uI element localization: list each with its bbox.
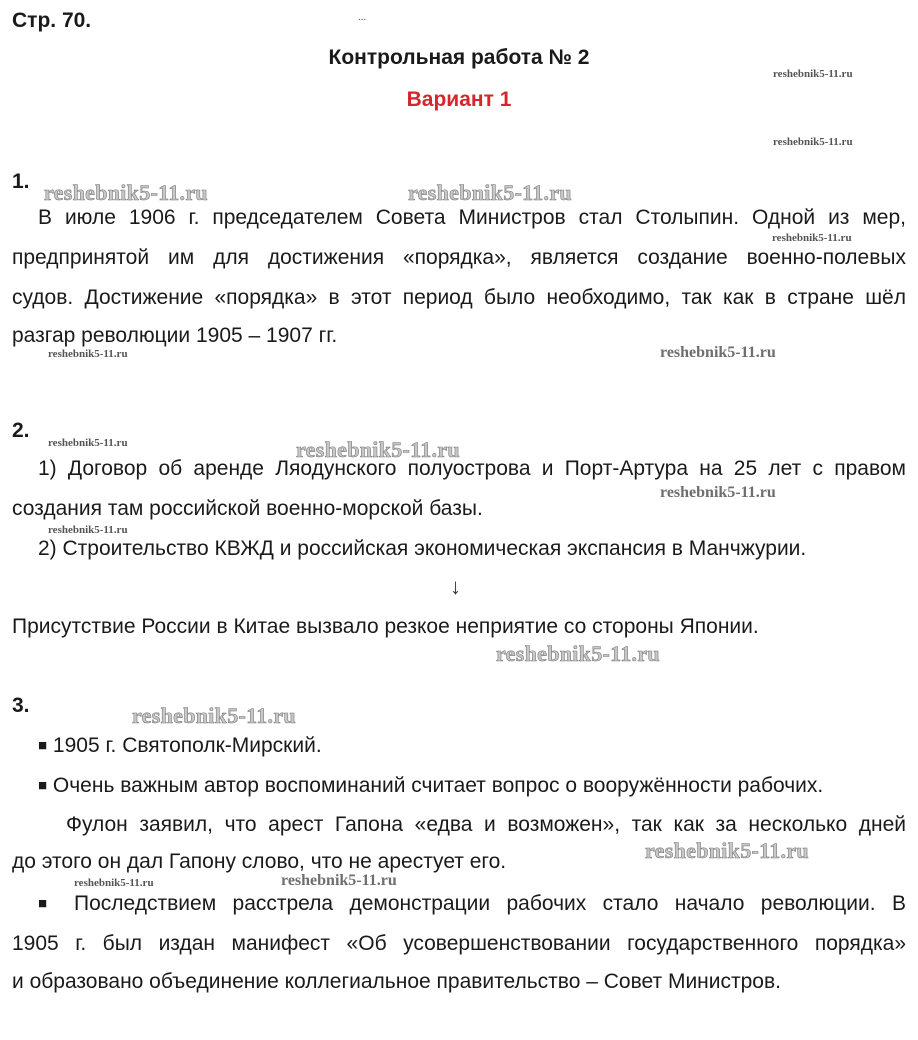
section-2-line-1: 1) Договор об аренде Ляодунского полуострова и Порт-Артура на 25 лет с правом xyxy=(38,457,906,480)
watermark: reshebnik5-11.ru xyxy=(74,877,154,889)
section-2-line-2: создания там российской военно-морской базы. xyxy=(12,497,483,520)
section-3-item-2-text: Очень важным автор воспоминаний считает вопрос о вооружённости рабочих. xyxy=(52,774,824,797)
watermark: reshebnik5-11.ru xyxy=(44,180,208,205)
watermark: reshebnik5-11.ru xyxy=(773,136,853,148)
bullet-icon: ■ xyxy=(38,777,48,794)
watermark: reshebnik5-11.ru xyxy=(296,437,460,462)
watermark: reshebnik5-11.ru xyxy=(772,232,852,244)
section-1-line-2: предпринятой им для достижения «порядка», является создание военно-полевых xyxy=(12,246,906,269)
watermark: reshebnik5-11.ru xyxy=(48,437,128,449)
watermark: reshebnik5-11.ru xyxy=(281,872,397,889)
bullet-icon: ■ xyxy=(38,895,58,912)
watermark: reshebnik5-11.ru xyxy=(660,344,776,361)
watermark: reshebnik5-11.ru xyxy=(408,180,572,205)
variant-heading: Вариант 1 xyxy=(406,88,512,111)
section-2-line-4: Присутствие России в Китае вызвало резкое неприятие со стороны Японии. xyxy=(12,615,759,638)
section-3-item-1-text: 1905 г. Святополк-Мирский. xyxy=(52,734,322,757)
section-2-number: 2. xyxy=(12,419,30,442)
stray-dots: ... xyxy=(358,12,367,23)
watermark: reshebnik5-11.ru xyxy=(132,703,296,728)
down-arrow-icon: ↓ xyxy=(450,574,461,599)
section-3-line-7: и образовано объединение коллегиальное правительство – Совет Министров. xyxy=(12,970,781,993)
watermark: reshebnik5-11.ru xyxy=(48,348,128,360)
section-3-line-6: 1905 г. был издан манифест «Об усовершенствовании государственного порядка» xyxy=(12,932,906,955)
section-1-line-1: В июле 1906 г. председателем Совета Министров стал Столыпин. Одной из мер, xyxy=(38,206,906,229)
watermark: reshebnik5-11.ru xyxy=(773,68,853,80)
section-3-line-4: до этого он дал Гапону слово, что не арестует его. xyxy=(12,850,507,873)
document-title: Контрольная работа № 2 xyxy=(328,46,590,69)
watermark: reshebnik5-11.ru xyxy=(48,524,128,536)
watermark: reshebnik5-11.ru xyxy=(496,641,660,666)
section-2-line-3: 2) Строительство КВЖД и российская экономическая экспансия в Манчжурии. xyxy=(38,537,807,560)
watermark: reshebnik5-11.ru xyxy=(660,484,776,501)
watermark: reshebnik5-11.ru xyxy=(645,838,809,863)
section-3-item-1 xyxy=(38,734,918,758)
section-1-line-4: разгар революции 1905 – 1907 гг. xyxy=(12,324,338,347)
page-label: Стр. 70. xyxy=(12,9,92,32)
section-3-line-3: Фулон заявил, что арест Гапона «едва и возможен», так как за несколько дней xyxy=(66,813,906,836)
section-3-number: 3. xyxy=(12,694,30,717)
section-3-item-3-text: Последствием расстрела демонстрации рабочих стало начало революции. В xyxy=(74,892,906,915)
bullet-icon: ■ xyxy=(38,737,48,754)
section-3-item-2 xyxy=(38,774,918,798)
section-1-line-3: судов. Достижение «порядка» в этот период было необходимо, так как в стране шёл xyxy=(12,286,906,309)
section-1-number: 1. xyxy=(12,170,30,193)
section-3-item-3 xyxy=(38,892,906,916)
